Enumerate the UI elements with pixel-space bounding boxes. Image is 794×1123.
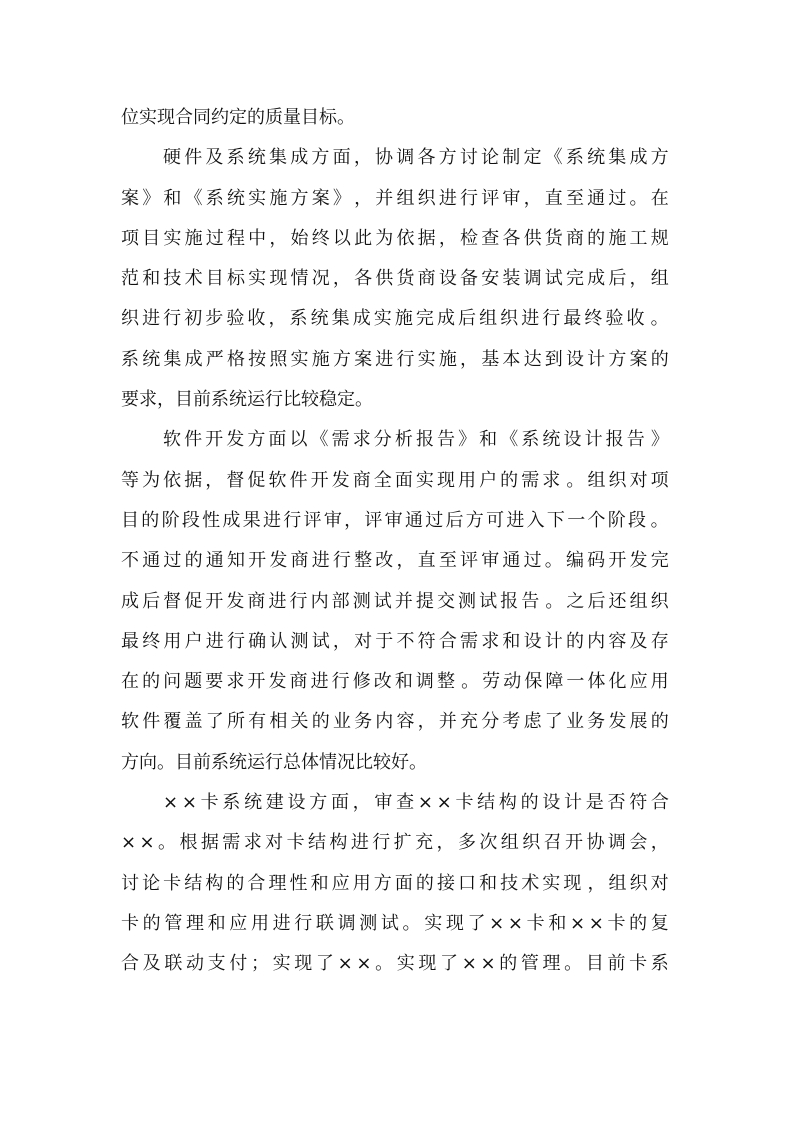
text-line: 不 通 过 的 通 知 开 发 商 进 行 整 改 ， 直 至 评 审 通 过 。 编 码 开 发 完 xyxy=(121,550,669,572)
text-line: 范 和 技 术 目 标 实 现 情 况 ， 各 供 货 商 设 备 安 装 调 试 完 成 后 ， 组 xyxy=(121,268,669,290)
text-line: 等 为 依 据 ， 督 促 软 件 开 发 商 全 面 实 现 用 户 的 需 求 。 组 织 对 项 xyxy=(121,469,669,491)
text-line: 案 》 和 《 系 统 实 施 方 案 》 ， 并 组 织 进 行 评 审 ， 直 至 通 过 。 在 xyxy=(121,187,669,209)
text-line: 合 及 联 动 支 付 ； 实 现 了 × × 。 实 现 了 × × 的 管 理 。 目 前 卡 系 xyxy=(121,953,669,975)
text-line: 软 件 覆 盖 了 所 有 相 关 的 业 务 内 容 ， 并 充 分 考 虑 了 业 务 发 展 的 xyxy=(121,711,669,733)
document-body xyxy=(121,98,669,985)
text-line: 织 进 行 初 步 验 收 ， 系 统 集 成 实 施 完 成 后 组 织 进 行 最 终 验 收 。 xyxy=(121,308,669,330)
text-line: 卡 的 管 理 和 应 用 进 行 联 调 测 试 。 实 现 了 × × 卡 和 × × 卡 的 复 xyxy=(121,912,669,934)
text-line: 最 终 用 户 进 行 确 认 测 试 ， 对 于 不 符 合 需 求 和 设 计 的 内 容 及 存 xyxy=(121,630,669,652)
text-line: 系 统 集 成 严 格 按 照 实 施 方 案 进 行 实 施 ， 基 本 达 到 设 计 方 案 的 xyxy=(121,348,669,370)
text-line: 在 的 问 题 要 求 开 发 商 进 行 修 改 和 调 整 。 劳 动 保 障 一 体 化 应 用 xyxy=(121,671,669,693)
text-line: 成 后 督 促 开 发 商 进 行 内 部 测 试 并 提 交 测 试 报 告 。 之 后 还 组 织 xyxy=(121,590,669,612)
text-line: 讨 论 卡 结 构 的 合 理 性 和 应 用 方 面 的 接 口 和 技 术 实 现 ， 组 织 对 xyxy=(121,872,669,894)
text-line: 目 的 阶 段 性 成 果 进 行 评 审 ， 评 审 通 过 后 方 可 进 入 下 一 个 阶 段 。 xyxy=(121,509,669,531)
text-line: × × 卡 系 统 建 设 方 面 ， 审 查 × × 卡 结 构 的 设 计 是 否 符 合 xyxy=(163,792,669,814)
text-line: 软 件 开 发 方 面 以 《 需 求 分 析 报 告 》 和 《 系 统 设 计 报 告 》 xyxy=(163,429,669,451)
text-line: × × 。 根 据 需 求 对 卡 结 构 进 行 扩 充 ， 多 次 组 织 召 开 协 调 会 ， xyxy=(121,832,669,854)
text-line: 方向。目前系统运行总体情况比较好。 xyxy=(121,751,427,773)
text-line: 项 目 实 施 过 程 中 ， 始 终 以 此 为 依 据 ， 检 查 各 供 货 商 的 施 工 规 xyxy=(121,227,669,249)
text-line: 位实现合同约定的质量目标。 xyxy=(121,107,355,128)
text-line: 硬 件 及 系 统 集 成 方 面 ， 协 调 各 方 讨 论 制 定 《 系 统 集 成 方 xyxy=(163,147,669,169)
text-line: 要求，目前系统运行比较稳定。 xyxy=(121,389,373,411)
